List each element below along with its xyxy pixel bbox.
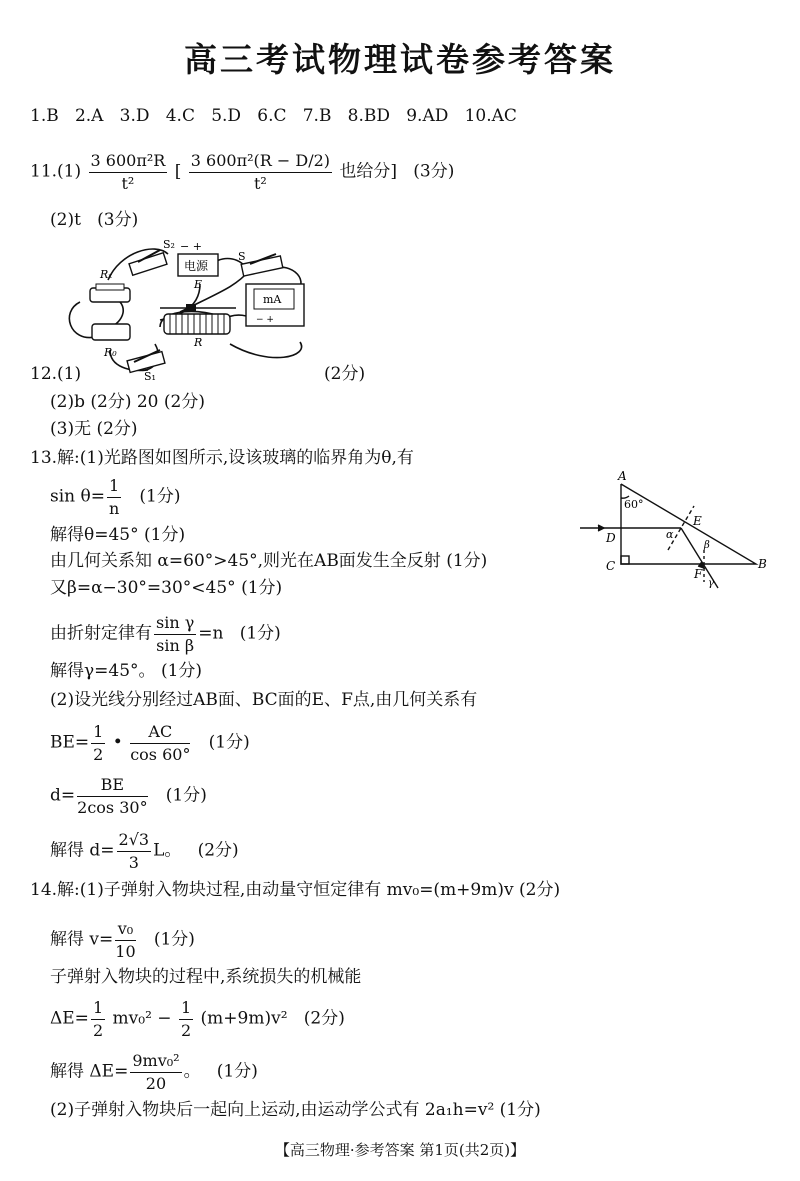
- svg-text:E: E: [194, 278, 203, 291]
- q13-part2: (2)设光线分别经过AB面、BC面的E、F点,由几何关系有: [50, 690, 478, 710]
- svg-text:S₂: S₂: [163, 238, 175, 251]
- mc-answers: [30, 108, 517, 125]
- mc-answer: 4.C: [165, 106, 195, 126]
- q13-d-eq: d= $\frac{BE}{2\cos 30^\circ}$ (1分): [50, 775, 207, 817]
- q14-loss: 子弹射入物块的过程中,系统损失的机械能: [50, 967, 362, 987]
- q14-de-result: 解得 ΔE= $\frac{\text{9mv₀²}}{20}$ 。 (1分): [50, 1051, 258, 1093]
- score: (1分): [208, 732, 250, 753]
- fraction: $\frac{BE}{2\cos 30^\circ}$: [77, 775, 148, 817]
- mc-answer: 5.D: [211, 106, 242, 126]
- resistor-r0: [92, 324, 130, 359]
- q12-line2: (2)b (2分) 20 (2分): [50, 392, 205, 412]
- resistor-rx: [90, 268, 130, 302]
- score: (1分): [216, 1061, 258, 1082]
- bracket: [: [174, 161, 182, 182]
- mc-answer: 1.B: [30, 106, 59, 126]
- svg-text:S₁: S₁: [144, 370, 156, 382]
- score: (2分): [303, 1008, 345, 1029]
- svg-text:α: α: [666, 528, 674, 541]
- rheostat-r: [160, 304, 236, 349]
- fraction: $\frac{1}{2}$: [93, 722, 104, 764]
- svg-text:A: A: [618, 470, 627, 483]
- q11-line1: [30, 152, 454, 192]
- svg-text:− +: − +: [256, 315, 274, 325]
- svg-text:R: R: [194, 336, 203, 349]
- switch-s: [238, 250, 283, 276]
- fraction: $\frac{\text{sin γ}}{\text{sin β}}$: [156, 613, 195, 655]
- q13-result: 解得 d= $\frac{2√3}{3}$ L。 (2分): [50, 830, 239, 872]
- mc-answer: 3.D: [119, 106, 150, 126]
- q14-intro: 14.解:(1)子弹射入物块过程,由动量守恒定律有 mv₀=(m+9m)v (2分): [30, 880, 561, 900]
- svg-text:电源: 电源: [184, 259, 209, 273]
- q12-score1: (2分): [324, 364, 366, 384]
- question-label: 11.(1): [30, 161, 82, 182]
- svg-text:E: E: [693, 514, 702, 528]
- svg-text:γ: γ: [708, 578, 714, 589]
- fraction: $\frac{2√3}{3}$: [118, 830, 150, 872]
- svg-text:D: D: [606, 531, 616, 545]
- svg-text:R₀: R₀: [104, 346, 117, 359]
- q12-line3: (3)无 (2分): [50, 419, 138, 439]
- q13-theta: 解得θ=45° (1分): [50, 525, 186, 545]
- q13-gamma: 解得γ=45°。 (1分): [50, 661, 203, 681]
- fraction: $\frac{\text{3 600π²R}}{\text{t²}}$: [90, 151, 166, 193]
- fraction: $\frac{\text{9mv₀²}}{20}$: [132, 1051, 180, 1093]
- score: (3分): [97, 210, 139, 230]
- mc-answer: 7.B: [302, 106, 332, 126]
- svg-text:F: F: [694, 567, 703, 581]
- page-footer: 【高三物理·参考答案 第1页(共2页)】: [274, 1141, 526, 1159]
- switch-s1: [127, 350, 165, 382]
- fraction: $\frac{1}{2}$: [92, 998, 104, 1040]
- score: (1分): [139, 486, 181, 507]
- score: (2分): [197, 840, 239, 861]
- q11-line2: (2)t (3分): [50, 210, 139, 230]
- mc-answer: 2.A: [74, 106, 104, 126]
- fraction: $\frac{1}{2}$: [180, 998, 192, 1040]
- q14-de-eq: ΔE= $\frac{1}{2}$ mv₀² − $\frac{1}{2}$ (m+9m)v² (2分): [50, 998, 345, 1040]
- prism-triangle: [621, 484, 756, 564]
- svg-text:S: S: [238, 250, 246, 263]
- page-title: 高三考试物理试卷参考答案: [184, 40, 616, 79]
- fraction: $\frac{\text{3 600π²(R − D/2)}}{\text{t²}}$: [190, 151, 331, 193]
- svg-text:C: C: [606, 559, 616, 573]
- mc-answer: 6.C: [257, 106, 287, 126]
- q13-snell: 由折射定律有 $\frac{\text{sin γ}}{\text{sin β}}$ =n (1分): [50, 613, 281, 655]
- circuit-diagram: [60, 232, 330, 382]
- svg-text:60°: 60°: [624, 498, 644, 511]
- switch-s2: [129, 238, 175, 275]
- score: (1分): [239, 623, 281, 644]
- prism-figure: [576, 470, 776, 600]
- fraction: $\frac{1}{n}$: [108, 476, 120, 518]
- fraction: $\frac{AC}{\cos 60^\circ}$: [130, 722, 191, 764]
- fraction: $\frac{\text{v₀}}{10}$: [115, 919, 136, 961]
- power-supply: [178, 240, 218, 291]
- q13-sin-eq: sin θ= $\frac{1}{n}$ (1分): [50, 476, 181, 518]
- svg-text:mA: mA: [263, 293, 282, 306]
- q14-v-eq: 解得 v= $\frac{\text{v₀}}{10}$ (1分): [50, 919, 195, 961]
- q13-be-eq: BE= $\frac{1}{2}$ • $\frac{AC}{\cos 60^\circ}$ (1分): [50, 722, 250, 764]
- q14-part2: (2)子弹射入物块后一起向上运动,由运动学公式有 2a₁h=v² (1分): [50, 1100, 541, 1120]
- q13-alpha: 由几何关系知 α=60°>45°,则光在AB面发生全反射 (1分): [50, 551, 488, 571]
- q13-intro: 13.解:(1)光路图如图所示,设该玻璃的临界角为θ,有: [30, 448, 414, 468]
- svg-text:B: B: [758, 557, 767, 571]
- note-text: 也给分]: [339, 161, 398, 182]
- mc-answer: 9.AD: [406, 106, 449, 126]
- score: (1分): [153, 929, 195, 950]
- q12-line1: 12.(1): [30, 364, 82, 384]
- q13-beta: 又β=α−30°=30°<45° (1分): [50, 578, 283, 598]
- mc-answer: 10.AC: [464, 106, 517, 126]
- milliammeter: [246, 284, 304, 326]
- svg-text:Rₓ: Rₓ: [100, 268, 113, 281]
- svg-text:− +: − +: [180, 240, 202, 253]
- score: (1分): [165, 785, 207, 806]
- score: (3分): [413, 161, 455, 182]
- mc-answer: 8.BD: [347, 106, 390, 126]
- svg-text:β: β: [704, 540, 710, 551]
